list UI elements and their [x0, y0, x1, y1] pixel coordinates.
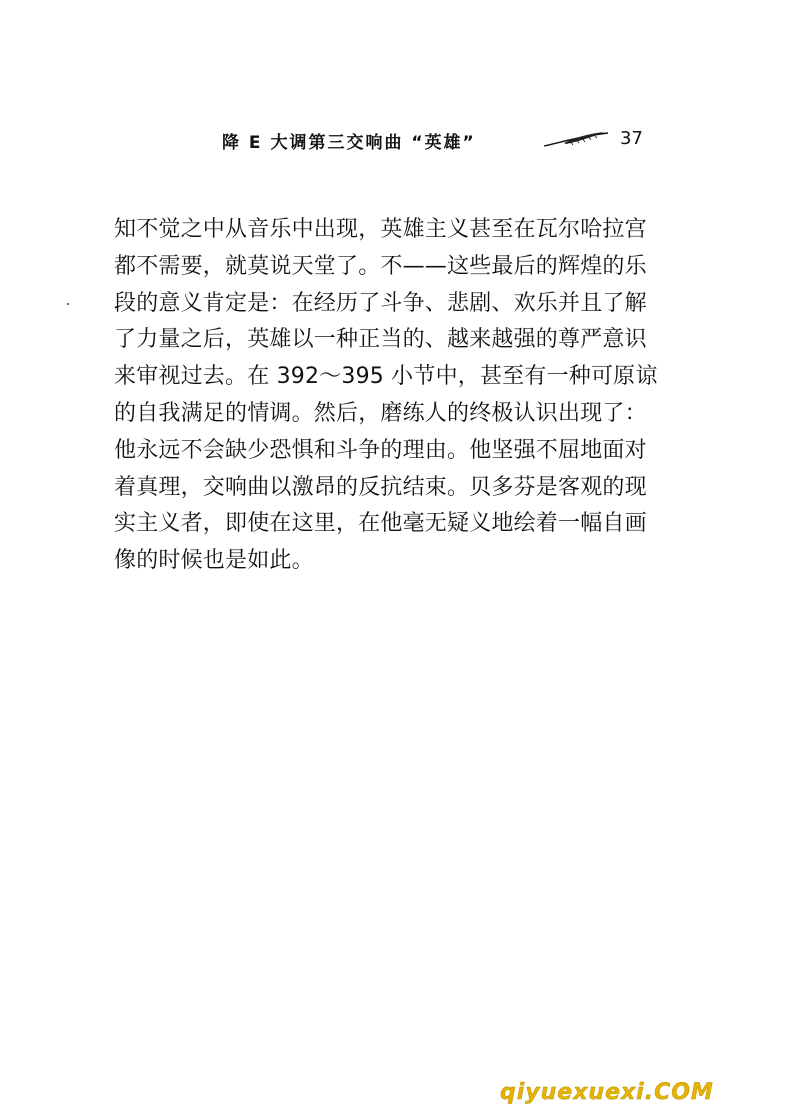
- text-line: 了力量之后，英雄以一种正当的、越来越强的尊严意识: [114, 327, 647, 353]
- page-number: 37: [620, 128, 643, 149]
- site-watermark: [500, 1076, 770, 1106]
- scan-speck: [67, 303, 69, 305]
- text-line: 他永远不会缺少恐惧和斗争的理由。他坚强不屈地面对: [114, 437, 647, 463]
- running-header: [222, 126, 662, 156]
- text-line: 知不觉之中从音乐中出现，英雄主义甚至在瓦尔哈拉宫: [114, 217, 647, 242]
- text-line: 实主义者，即使在这里，在他毫无疑义地绘着一幅自画: [114, 511, 647, 537]
- text-line: 着真理，交响曲以激昂的反抗结束。贝多芬是客观的现: [114, 474, 647, 500]
- running-title: 降 E 大调第三交响曲 “英雄”: [222, 133, 476, 153]
- text-line: 的自我满足的情调。然后，磨练人的终极认识出现了：: [114, 400, 647, 426]
- svg-text:qiyuexuexi.COM: qiyuexuexi.COM: [500, 1080, 714, 1105]
- text-line: 都不需要，就莫说天堂了。不——这些最后的辉煌的乐: [114, 253, 647, 279]
- watermark-logo-icon: [500, 1076, 770, 1106]
- text-line: 像的时候也是如此。: [114, 548, 314, 574]
- text-line: 来审视过去。在 392～395 小节中，甚至有一种可原谅: [114, 364, 658, 390]
- body-paragraph: [114, 212, 678, 580]
- text-line: 段的意义肯定是：在经历了斗争、悲剧、欢乐并且了解: [114, 290, 647, 316]
- feather-ornament-icon: [542, 130, 612, 150]
